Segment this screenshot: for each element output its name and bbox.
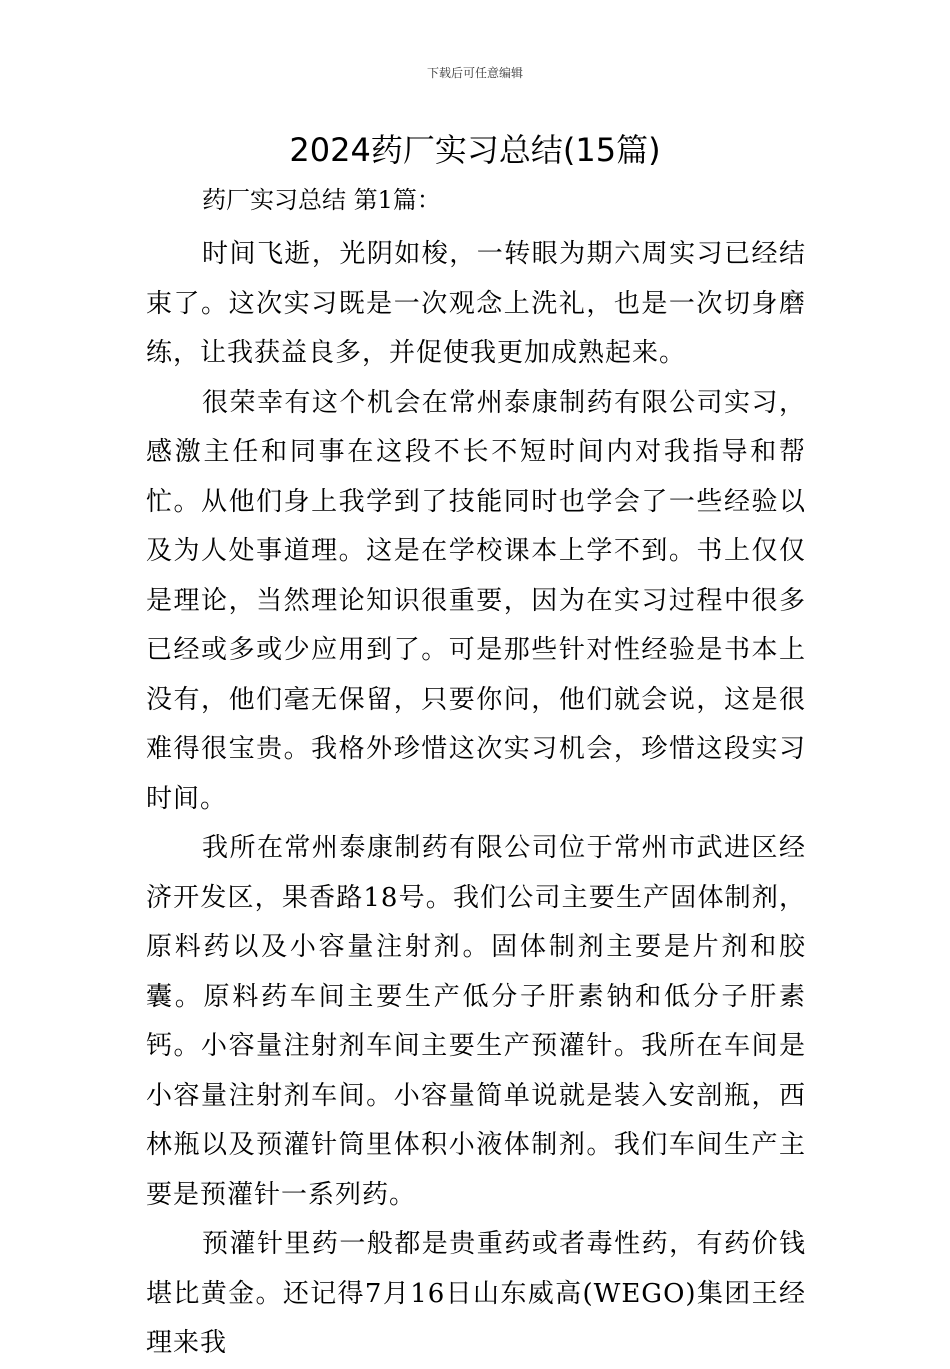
section-heading: 药厂实习总结 第1篇： (202, 186, 441, 214)
paragraph-2: 很荣幸有这个机会在常州泰康制药有限公司实习，感激主任和同事在这段不长不短时间内对我指导和帮忙。从他们身上我学到了技能同时也学会了一些经验以及为人处事道理。这是在学校课本上学不到。书上仅仅是理论，当然理论知识很重要，因为在实习过程中很多已经或多或少应用到了。可是那些针对性经验是书本上没有，他们毫无保留，只要你问，他们就会说，这是很难得很宝贵。我格外珍惜这次实习机会，珍惜这段实习时间。 (146, 387, 806, 814)
page-header-note: 下载后可任意编辑 (426, 66, 523, 80)
document-body (146, 180, 806, 1369)
paragraph-3: 我所在常州泰康制药有限公司位于常州市武进区经济开发区，果香路18号。我们公司主要生产固体制剂，原料药以及小容量注射剂。固体制剂主要是片剂和胶囊。原料药车间主要生产低分子肝素钠和低分子肝素钙。小容量注射剂车间主要生产预灌针。我所在车间是小容量注射剂车间。小容量简单说就是装入安剖瓶，西林瓶以及预灌针筒里体积小液体制剂。我们车间生产主要是预灌针一系列药。 (146, 833, 806, 1210)
paragraph-4: 预灌针里药一般都是贵重药或者毒性药，有药价钱堪比黄金。还记得7月16日山东威高(WEGO)集团王经理来我 (146, 1229, 806, 1358)
document-title: 2024药厂实习总结(15篇) (289, 131, 661, 169)
paragraph-1: 时间飞逝，光阴如梭，一转眼为期六周实习已经结束了。这次实习既是一次观念上洗礼，也是一次切身磨练，让我获益良多，并促使我更加成熟起来。 (146, 239, 806, 368)
